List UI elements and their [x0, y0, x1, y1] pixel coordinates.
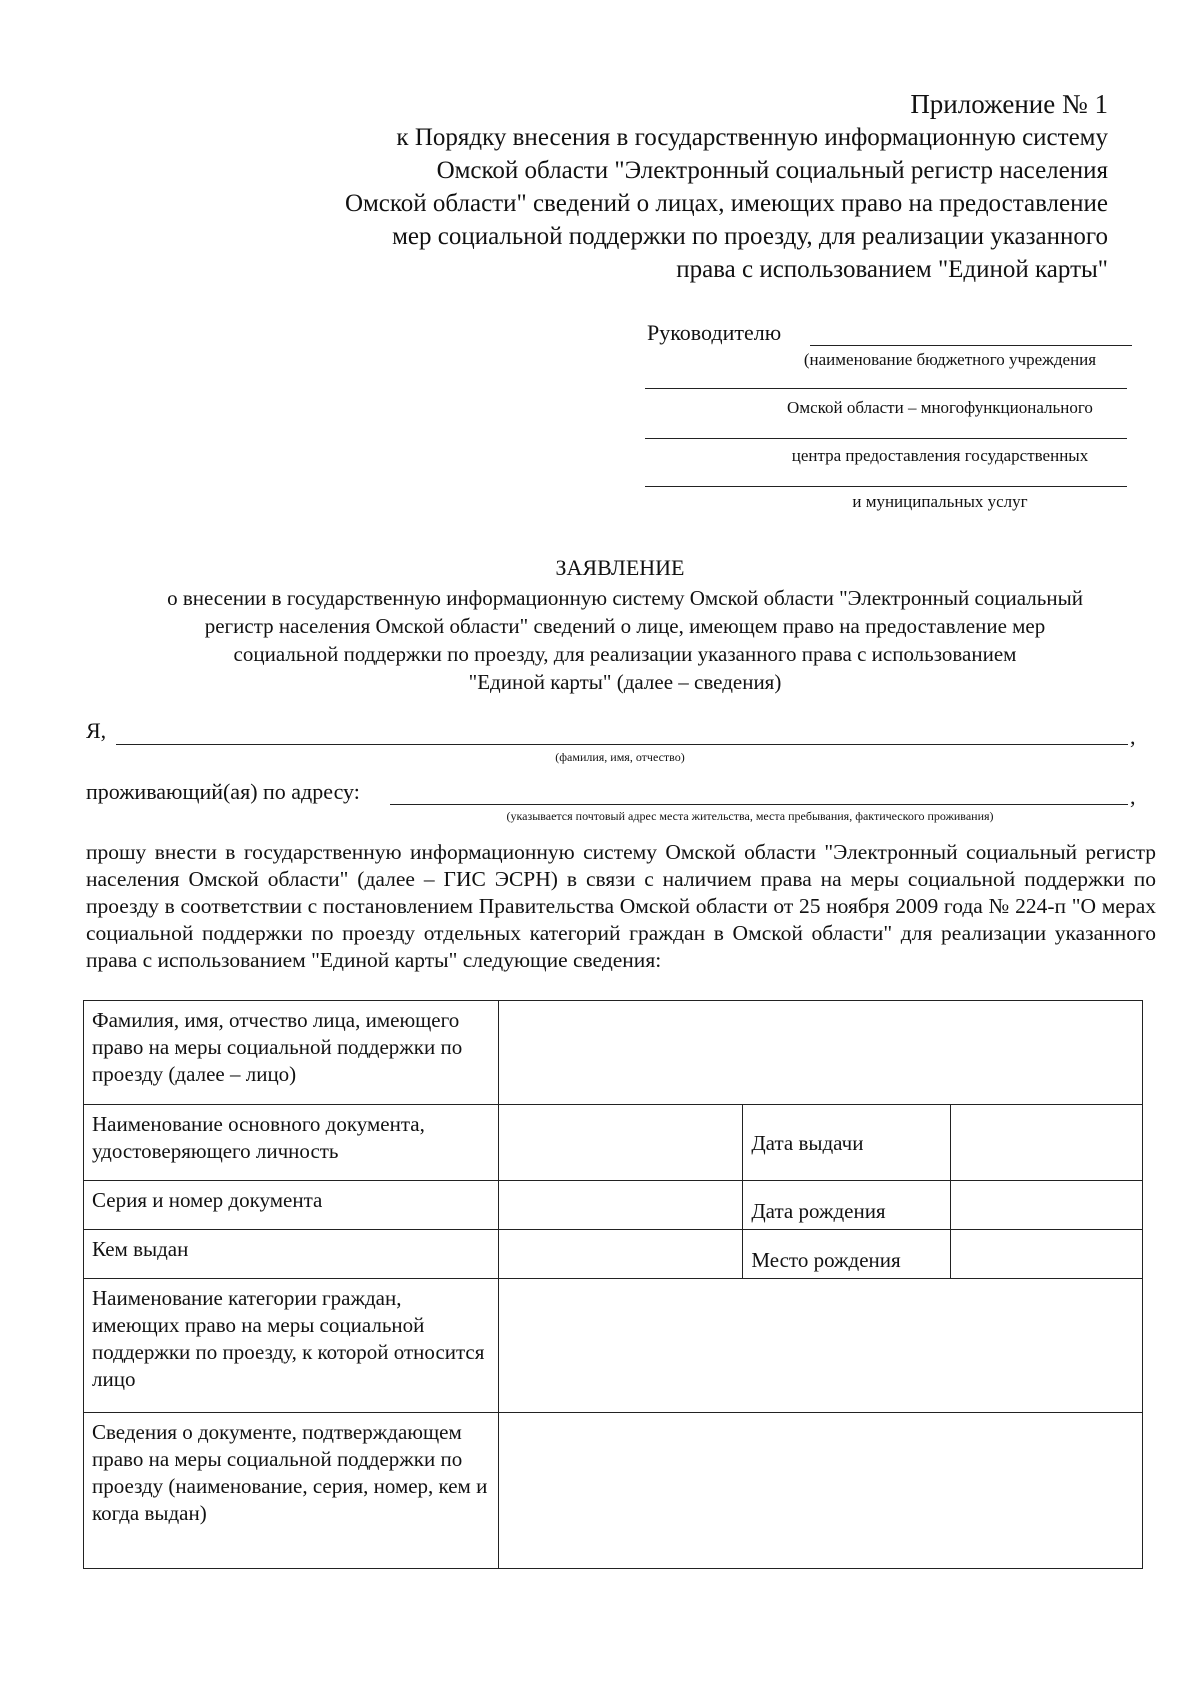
- statement-subtitle: [90, 584, 1160, 696]
- subtitle-line: социальной поддержки по проезду, для реализации указанного права с использованием: [233, 642, 1017, 666]
- cell-issued-by-label: Кем выдан: [84, 1230, 499, 1279]
- table-row: [84, 1001, 1143, 1105]
- address-caption: (указывается почтовый адрес места жительства, места пребывания, фактического проживания): [506, 809, 994, 823]
- request-paragraph: прошу внести в государственную информационную систему Омской области "Электронный социальный регистр населения Омской области" (далее – ГИС ЭСРН) в связи с наличием права на меры социальной поддержки по проезду в соответствии с постановлением Правительства Омской области от 25 ноября 2009 года № 224-п "О мерах социальной поддержки по проезду отдельных категорий граждан в Омской области" для реализации указанного права с использованием "Единой карты" следующие сведения:: [86, 840, 1156, 972]
- addressee-caption: (наименование бюджетного учреждения: [803, 350, 1097, 369]
- table-row: [84, 1181, 1143, 1230]
- cell-doc-number-value[interactable]: [498, 1181, 743, 1230]
- cell-full-name-value[interactable]: [498, 1001, 1142, 1105]
- addressee-caption: Омской области – многофункционального: [787, 398, 1093, 417]
- address-field[interactable]: [390, 804, 1128, 805]
- addressee-line[interactable]: [645, 438, 1127, 439]
- addressee-line[interactable]: [645, 486, 1127, 487]
- address-label: проживающий(ая) по адресу:: [86, 779, 360, 804]
- table-row: [84, 1105, 1143, 1181]
- cell-doc-number-label: Серия и номер документа: [84, 1181, 499, 1230]
- subtitle-line: о внесении в государственную информационную систему Омской области "Электронный социальный: [167, 586, 1083, 610]
- addressee-label: Руководителю: [647, 320, 782, 345]
- addressee-caption: центра предоставления государственных: [791, 446, 1089, 465]
- cell-doc-name-value[interactable]: [498, 1105, 743, 1181]
- name-label: Я,: [86, 718, 107, 743]
- appendix-header: [248, 88, 1108, 286]
- name-comma: ,: [1130, 724, 1136, 749]
- addressee-caption: и муниципальных услуг: [852, 492, 1028, 511]
- cell-birth-date-value[interactable]: [951, 1181, 1143, 1230]
- header-line: к Порядку внесения в государственную информационную систему: [396, 124, 1108, 151]
- name-caption: (фамилия, имя, отчество): [555, 750, 685, 764]
- header-line: Омской области "Электронный социальный регистр населения: [436, 157, 1108, 184]
- cell-right-doc-value[interactable]: [498, 1413, 1142, 1569]
- header-line: права с использованием "Единой карты": [676, 256, 1108, 283]
- address-comma: ,: [1130, 784, 1136, 809]
- header-line: Омской области" сведений о лицах, имеющих право на предоставление: [344, 190, 1108, 217]
- cell-birth-date-label: Дата рождения: [743, 1181, 951, 1230]
- table-row: [84, 1279, 1143, 1413]
- cell-issued-by-value[interactable]: [498, 1230, 743, 1279]
- cell-right-doc-label: Сведения о документе, подтверждающем право на меры социальной поддержки по проезду (наименование, серия, номер, кем и когда выдан): [84, 1413, 499, 1569]
- info-table: [83, 1000, 1143, 1569]
- appendix-title: Приложение № 1: [910, 89, 1108, 119]
- cell-doc-name-label: Наименование основного документа, удостоверяющего личность: [84, 1105, 499, 1181]
- name-field[interactable]: [116, 744, 1128, 745]
- subtitle-line: регистр населения Омской области" сведений о лице, имеющем право на предоставление мер: [204, 614, 1046, 638]
- cell-category-label: Наименование категории граждан, имеющих право на меры социальной поддержки по проезду, к которой относится лицо: [84, 1279, 499, 1413]
- header-line: мер социальной поддержки по проезду, для реализации указанного: [392, 223, 1108, 250]
- addressee-line[interactable]: [645, 388, 1127, 389]
- cell-birth-place-value[interactable]: [951, 1230, 1143, 1279]
- subtitle-line: "Единой карты" (далее – сведения): [468, 670, 782, 694]
- statement-title: ЗАЯВЛЕНИЕ: [555, 555, 685, 580]
- cell-issue-date-label: Дата выдачи: [743, 1105, 951, 1181]
- cell-category-value[interactable]: [498, 1279, 1142, 1413]
- cell-full-name-label: Фамилия, имя, отчество лица, имеющего право на меры социальной поддержки по проезду (далее – лицо): [84, 1001, 499, 1105]
- addressee-line[interactable]: [810, 345, 1132, 346]
- cell-birth-place-label: Место рождения: [743, 1230, 951, 1279]
- table-row: [84, 1413, 1143, 1569]
- table-row: [84, 1230, 1143, 1279]
- cell-issue-date-value[interactable]: [951, 1105, 1143, 1181]
